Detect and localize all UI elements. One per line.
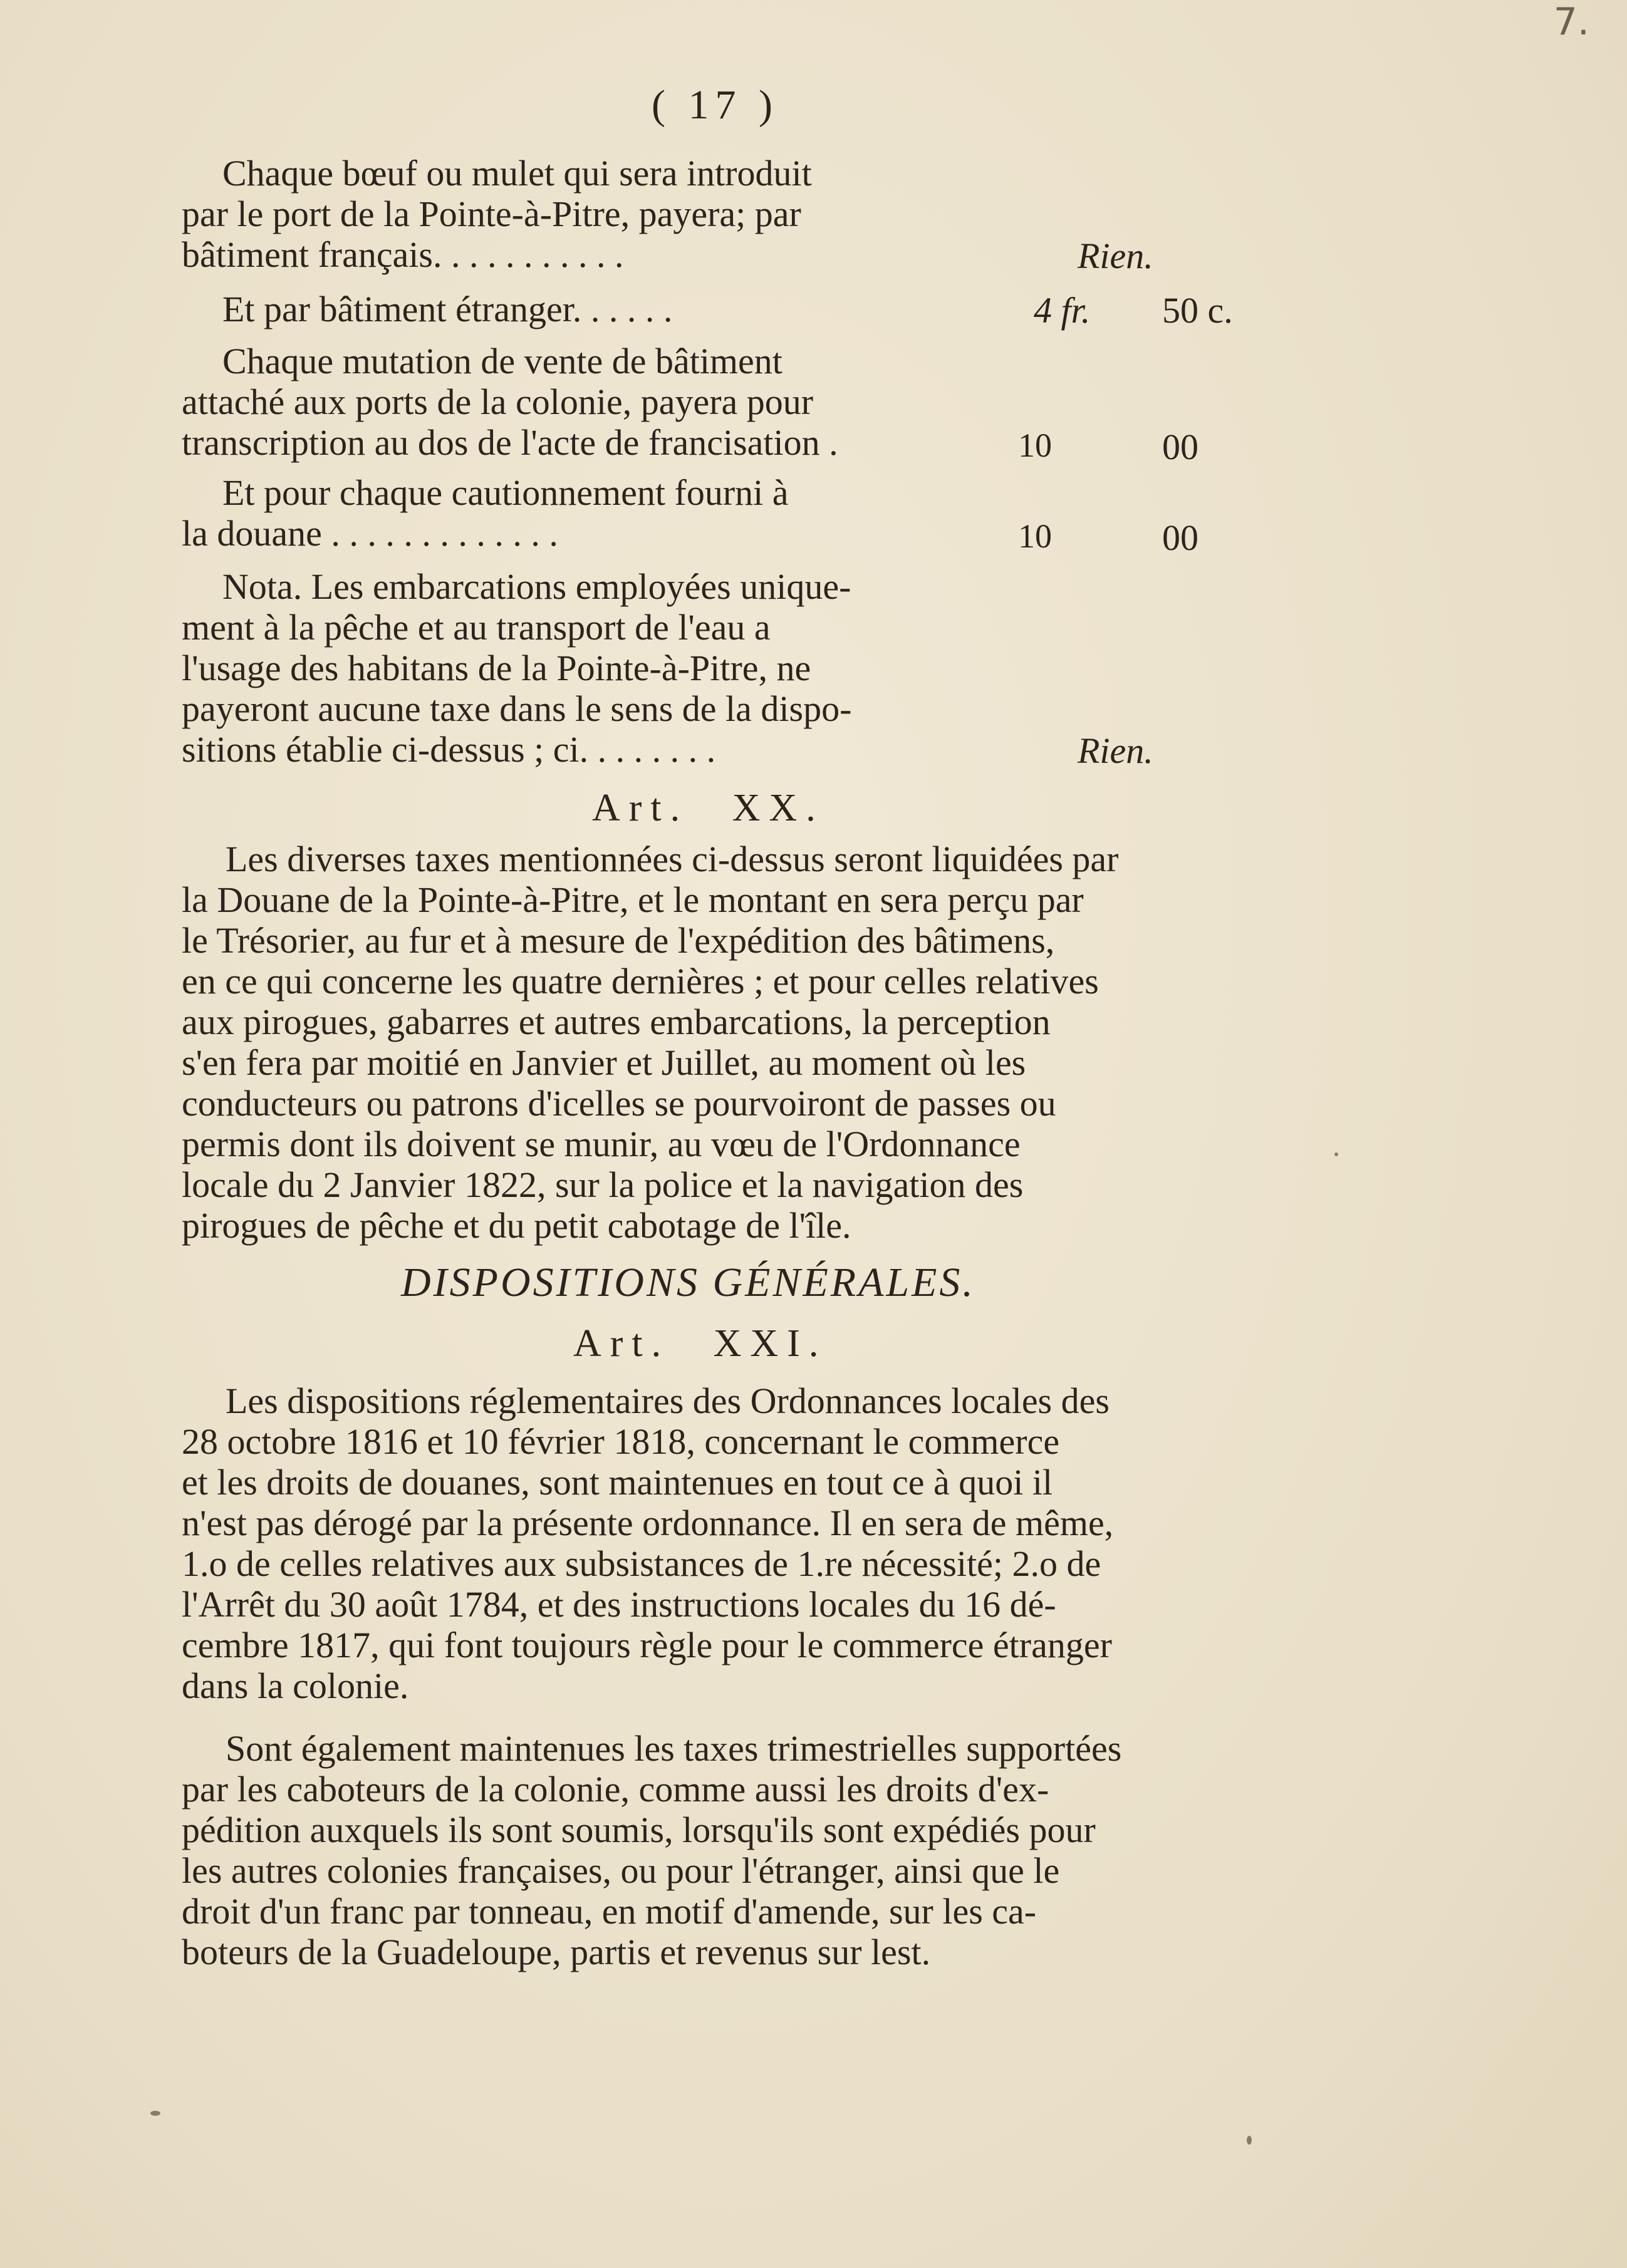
tariff-line: par le port de la Pointe-à-Pitre, payera; par bbox=[182, 194, 801, 234]
paragraph-line: n'est pas dérogé par la présente ordonnance. Il en sera de même, bbox=[182, 1503, 1114, 1543]
tariff-amount: 10 bbox=[1018, 517, 1052, 555]
tariff-amount-cents: 00 bbox=[1162, 427, 1198, 467]
tariff-line: Chaque mutation de vente de bâtiment bbox=[222, 341, 782, 381]
paragraph-line: Sont également maintenues les taxes trimestrielles supportées bbox=[226, 1728, 1122, 1769]
tariff-line: transcription au dos de l'acte de francisation . bbox=[182, 422, 838, 463]
article-numeral: XXI. bbox=[713, 1322, 828, 1365]
article-numeral: XX. bbox=[732, 787, 824, 829]
paragraph-line: le Trésorier, au fur et à mesure de l'expédition des bâtimens, bbox=[182, 920, 1055, 961]
page-number: ( 17 ) bbox=[652, 82, 779, 128]
corner-mark: 7. bbox=[1553, 0, 1589, 44]
paragraph-line: Les dispositions réglementaires des Ordonnances locales des bbox=[226, 1380, 1110, 1421]
paragraph-line: l'Arrêt du 30 août 1784, et des instructions locales du 16 dé- bbox=[182, 1584, 1056, 1625]
paragraph-line: aux pirogues, gabarres et autres embarcations, la perception bbox=[182, 1002, 1051, 1042]
paragraph-line: cembre 1817, qui font toujours règle pour le commerce étranger bbox=[182, 1625, 1112, 1665]
paper-speck bbox=[1247, 2136, 1252, 2145]
paragraph-line: dans la colonie. bbox=[182, 1665, 409, 1706]
tariff-amount: 4 fr. bbox=[1034, 290, 1091, 331]
paragraph-line: permis dont ils doivent se munir, au vœu de l'Ordonnance bbox=[182, 1124, 1021, 1164]
nota-line: ment à la pêche et au transport de l'eau a bbox=[182, 607, 771, 648]
paragraph-line: conducteurs ou patrons d'icelles se pourvoiront de passes ou bbox=[182, 1083, 1056, 1124]
article-heading bbox=[573, 1322, 827, 1366]
article-prefix: Art. bbox=[573, 1322, 670, 1365]
paragraph-line: boteurs de la Guadeloupe, partis et revenus sur lest. bbox=[182, 1932, 931, 1972]
section-title: DISPOSITIONS GÉNÉRALES. bbox=[401, 1260, 975, 1305]
paragraph-line: la Douane de la Pointe-à-Pitre, et le montant en sera perçu par bbox=[182, 879, 1084, 920]
tariff-line: Chaque bœuf ou mulet qui sera introduit bbox=[222, 153, 812, 194]
paper-speck bbox=[1334, 1152, 1338, 1156]
nota-line: Nota. Les embarcations employées unique- bbox=[222, 566, 851, 607]
paragraph-line: 1.o de celles relatives aux subsistances de 1.re nécessité; 2.o de bbox=[182, 1543, 1101, 1584]
paragraph-line: locale du 2 Janvier 1822, sur la police et la navigation des bbox=[182, 1164, 1024, 1205]
tariff-amount: 10 bbox=[1018, 427, 1052, 464]
tariff-line: Et pour chaque cautionnement fourni à bbox=[222, 472, 789, 513]
article-heading bbox=[592, 786, 824, 831]
nota-line: sitions établie ci-dessus ; ci. . . . . . . . bbox=[182, 729, 716, 770]
article-prefix: Art. bbox=[592, 787, 689, 829]
paragraph-line: pirogues de pêche et du petit cabotage de l'île. bbox=[182, 1205, 851, 1246]
nota-line: payeront aucune taxe dans le sens de la dispo- bbox=[182, 688, 852, 729]
paragraph-line: les autres colonies françaises, ou pour l'étranger, ainsi que le bbox=[182, 1850, 1060, 1891]
paragraph-line: s'en fera par moitié en Janvier et Juillet, au moment où les bbox=[182, 1042, 1026, 1083]
paragraph-line: droit d'un franc par tonneau, en motif d'amende, sur les ca- bbox=[182, 1891, 1037, 1932]
paragraph-line: par les caboteurs de la colonie, comme aussi les droits d'ex- bbox=[182, 1769, 1049, 1810]
paragraph-line: et les droits de douanes, sont maintenues en tout ce à quoi il bbox=[182, 1462, 1053, 1503]
tariff-amount: Rien. bbox=[1078, 730, 1153, 771]
paragraph-line: pédition auxquels ils sont soumis, lorsqu'ils sont expédiés pour bbox=[182, 1810, 1096, 1850]
paragraph-line: en ce qui concerne les quatre dernières ; et pour celles relatives bbox=[182, 961, 1099, 1002]
nota-line: l'usage des habitans de la Pointe-à-Pitre, ne bbox=[182, 648, 811, 688]
tariff-line: attaché aux ports de la colonie, payera pour bbox=[182, 381, 814, 422]
paragraph-line: 28 octobre 1816 et 10 février 1818, concernant le commerce bbox=[182, 1421, 1060, 1462]
paper-speck bbox=[150, 2111, 160, 2116]
tariff-amount: Rien. bbox=[1078, 236, 1153, 276]
paragraph-line: Les diverses taxes mentionnées ci-dessus seront liquidées par bbox=[226, 839, 1119, 879]
tariff-line: Et par bâtiment étranger. . . . . . bbox=[222, 289, 673, 329]
tariff-line: bâtiment français. . . . . . . . . . . bbox=[182, 234, 624, 275]
tariff-amount-cents: 50 c. bbox=[1162, 290, 1233, 331]
tariff-line: la douane . . . . . . . . . . . . . bbox=[182, 513, 558, 554]
tariff-amount-cents: 00 bbox=[1162, 517, 1198, 558]
